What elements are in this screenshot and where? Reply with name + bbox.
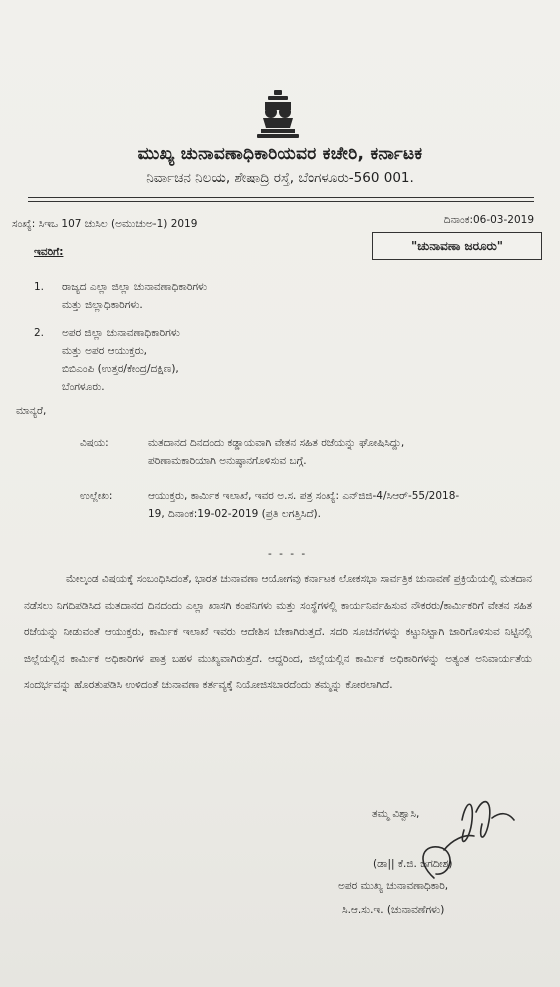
section-separator: - - - - — [268, 548, 308, 560]
addressee-number: 1. — [34, 281, 45, 293]
signatory-name: (ಡಾ|| ಕೆ.ಜಿ. ಜಗದೀಶ) — [373, 858, 453, 870]
addressee-number: 2. — [34, 327, 45, 339]
handwritten-signature-icon — [404, 790, 524, 890]
addressee-line: ರಾಜ್ಯದ ಎಲ್ಲಾ ಜಿಲ್ಲಾ ಚುನಾವಣಾಧಿಕಾರಿಗಳು — [62, 281, 208, 293]
addressee-line: ಬೆಂಗಳೂರು. — [62, 381, 105, 393]
reference-text: ಆಯುಕ್ತರು, ಕಾರ್ಮಿಕ ಇಲಾಖೆ, ಇವರ ಅ.ಸ. ಪತ್ರ ಸಂಖ್ಯೆ: ಎನ್‌ಜಿಜಿ-4/ಸಿಆರ್-55/2018-19, ದಿನಾಂಕ:19-02-2019 (ಪ್ರತಿ ಲಗತ್ತಿಸಿದೆ). — [148, 490, 460, 520]
addressee-line: ಬಿಬಿಎಂಪಿ (ಉತ್ತರ/ಕೇಂದ್ರ/ದಕ್ಷಿಣ), — [62, 363, 179, 375]
signatory-designation: ಅಪರ ಮುಖ್ಯ ಚುನಾವಣಾಧಿಕಾರಿ, — [338, 880, 449, 892]
reference-number: ಸಂಖ್ಯೆ: ಸಿಇಒ 107 ಚುಸಿಲ (ಅಮುಚುಅ-1) 2019 — [12, 218, 198, 230]
closing-phrase: ತಮ್ಮ ವಿಶ್ವಾಸಿ, — [372, 808, 420, 820]
reference-label: ಉಲ್ಲೇಖ: — [80, 490, 113, 502]
addressee-2 — [34, 324, 180, 396]
office-address: ನಿರ್ವಾಚನ ನಿಲಯ, ಶೇಷಾದ್ರಿ ರಸ್ತೆ, ಬೆಂಗಳೂರು-560 001. — [146, 170, 414, 186]
karnataka-emblem-icon — [253, 88, 303, 140]
letter-date: ದಿನಾಂಕ:06-03-2019 — [443, 214, 534, 226]
subject-label: ವಿಷಯ: — [80, 437, 109, 449]
signatory-office: ಸಿ.ಆ.ಸು.ಇ. (ಚುನಾವಣೆಗಳು) — [342, 904, 445, 916]
addressee-label: ಇವರಿಗೆ: — [34, 246, 64, 258]
addressee-line: ಮತ್ತು ಜಿಲ್ಲಾಧಿಕಾರಿಗಳು. — [62, 299, 143, 311]
header-divider — [28, 197, 534, 198]
urgent-stamp: "ಚುನಾವಣಾ ಜರೂರು" — [372, 232, 542, 260]
salutation: ಮಾನ್ಯರೆ, — [16, 405, 47, 417]
subject-text: ಮತದಾನದ ದಿನದಂದು ಕಡ್ಡಾಯವಾಗಿ ವೇತನ ಸಹಿತ ರಜೆಯನ್ನು ಘೋಷಿಸಿದ್ದು, ಪರಿಣಾಮಕಾರಿಯಾಗಿ ಅನುಷ್ಠಾನಗೊಳಿಸುವ ಬಗ್ಗೆ. — [148, 437, 405, 467]
addressee-1 — [34, 278, 207, 314]
addressee-line: ಮತ್ತು ಅಪರ ಆಯುಕ್ತರು, — [62, 345, 148, 357]
addressee-line: ಅಪರ ಜಿಲ್ಲಾ ಚುನಾವಣಾಧಿಕಾರಿಗಳು — [62, 327, 180, 339]
header-divider-secondary — [28, 201, 534, 202]
letter-body: ಮೇಲ್ಕಂಡ ವಿಷಯಕ್ಕೆ ಸಂಬಂಧಿಸಿದಂತೆ, ಭಾರತ ಚುನಾವಣಾ ಆಯೋಗವು ಕರ್ನಾಟಕ ಲೋಕಸಭಾ ಸಾರ್ವತ್ರಿಕ ಚುನಾವಣೆ ಪ್ರಕ್ರಿಯೆಯಲ್ಲಿ ಮತದಾನ ನಡೆಸಲು ನಿಗದಿಪಡಿಸಿದ ಮತದಾನದ ದಿನದಂದು ಎಲ್ಲಾ ಖಾಸಗಿ ಕಂಪನಿಗಳು ಮತ್ತು ಸಂಸ್ಥೆಗಳಲ್ಲಿ ಕಾರ್ಯನಿರ್ವಹಿಸುವ ನೌಕರರು/ಕಾರ್ಮಿಕರಿಗೆ ವೇತನ ಸಹಿತ ರಜೆಯನ್ನು ನೀಡುವಂತೆ ಆಯುಕ್ತರು, ಕಾರ್ಮಿಕ ಇಲಾಖೆ ಇವರು ಆದೇಶಿಸ ಬೇಕಾಗಿರುತ್ತದೆ. ಸದರಿ ಸೂಚನೆಗಳನ್ನು ಕಟ್ಟುನಿಟ್ಟಾಗಿ ಜಾರಿಗೊಳಿಸುವ ನಿಟ್ಟಿನಲ್ಲಿ ಜಿಲ್ಲೆಯಲ್ಲಿನ ಕಾರ್ಮಿಕ ಅಧಿಕಾರಿಗಳ ಪಾತ್ರ ಬಹಳ ಮುಖ್ಯವಾಗಿರುತ್ತದೆ. ಆದ್ದರಿಂದ, ಜಿಲ್ಲೆಯಲ್ಲಿನ ಕಾರ್ಮಿಕ ಅಧಿಕಾರಿಗಳನ್ನು ಅತ್ಯಂತ ಅನಿವಾರ್ಯತೆಯ ಸಂದರ್ಭವನ್ನು ಹೊರತುಪಡಿಸಿ ಉಳಿದಂತೆ ಚುನಾವಣಾ ಕರ್ತವ್ಯಕ್ಕೆ ನಿಯೋಜಿಸಬಾರದೆಂದು ತಮ್ಮನ್ನು ಕೋರಲಾಗಿದೆ. — [24, 573, 532, 691]
office-title: ಮುಖ್ಯ ಚುನಾವಣಾಧಿಕಾರಿಯವರ ಕಚೇರಿ, ಕರ್ನಾಟಕ — [137, 144, 423, 164]
